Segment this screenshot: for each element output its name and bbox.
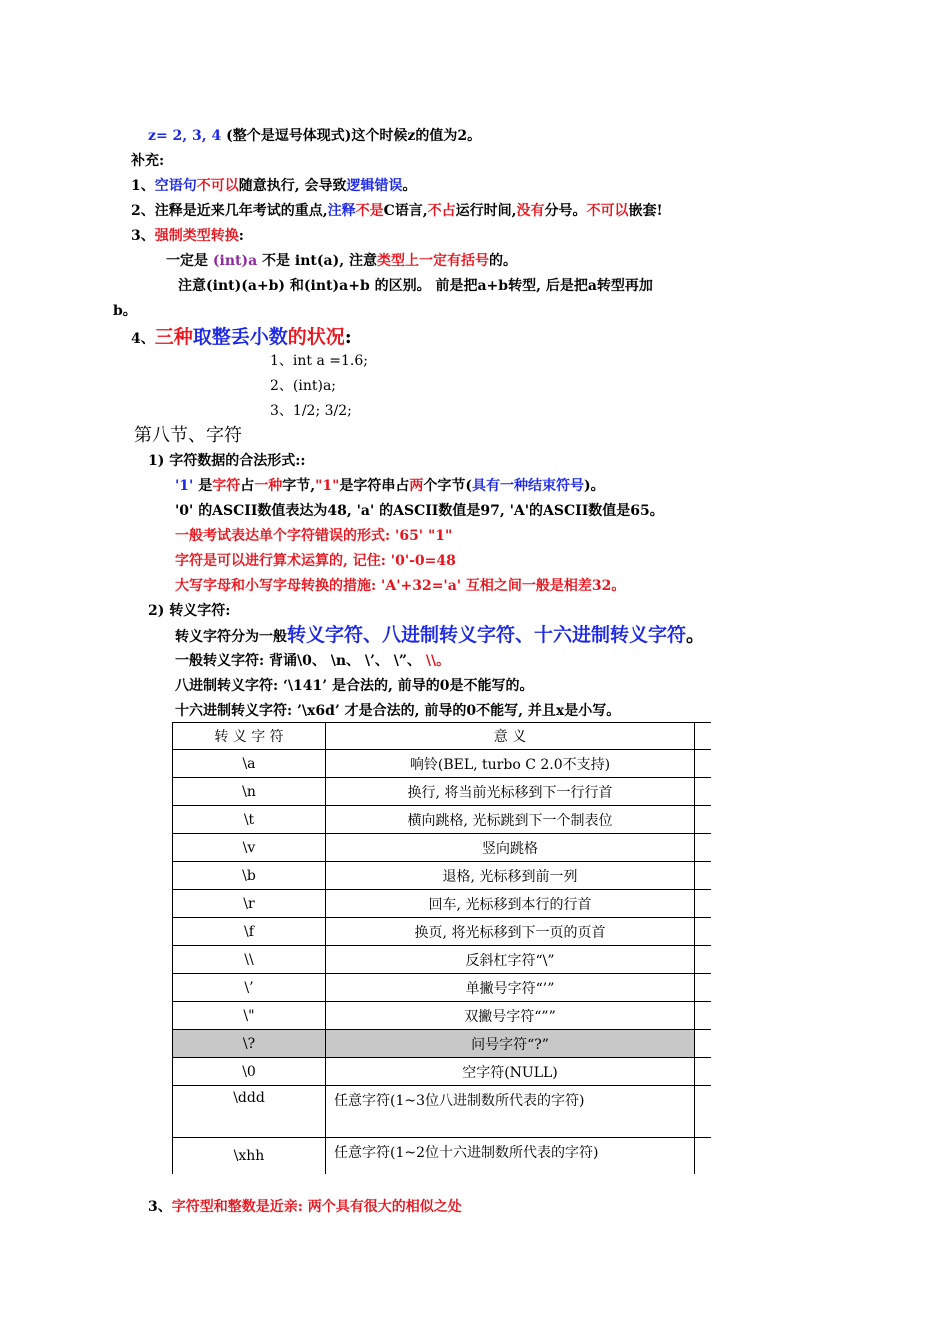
ascii-line: '0' 的ASCII数值表达为48, 'a' 的ASCII数值是97, 'A'的ASCII数值是65。: [175, 503, 664, 519]
t: 没有: [516, 203, 545, 219]
t: 是字符串占: [339, 478, 410, 494]
t: 一般转义字符: 背诵\0、 \n、 \’、 \”、: [175, 653, 426, 669]
table-row: [173, 974, 712, 1002]
t: :: [238, 228, 244, 244]
t: 是: [193, 478, 213, 494]
table-header: [173, 723, 712, 750]
expr-text: z= 2, 3, 4: [148, 128, 222, 144]
table-cell: [695, 946, 712, 974]
t: 1、: [131, 178, 155, 194]
t: "1": [315, 478, 340, 494]
table-cell: [695, 918, 712, 946]
t: 转义字符、八进制转义字符、十六进制转义字符: [287, 624, 687, 646]
t: 不可以: [196, 178, 239, 194]
table-row: [173, 1086, 712, 1138]
wrong-form-line: 一般考试表达单个字符错误的形式: '65' "1": [175, 528, 453, 544]
t: '1': [175, 478, 194, 494]
header-meaning: 意 义: [326, 723, 695, 750]
t: 嵌套!: [628, 203, 663, 219]
escape-cell: \xhh: [173, 1138, 326, 1174]
t: C语言,: [383, 203, 428, 219]
arith-line: 字符是可以进行算术运算的, 记住: '0'-0=48: [175, 553, 456, 569]
t: 。: [686, 624, 706, 646]
subsection-2: 2) 转义字符:: [148, 603, 231, 619]
escape-table: [172, 722, 711, 1174]
meaning-cell: 单撇号字符“’”: [326, 974, 695, 1002]
section-title: 第八节、字符: [134, 425, 242, 446]
t: 的状况: [287, 326, 345, 348]
table-cell: [695, 1058, 712, 1086]
header-escape: 转 义 字 符: [173, 723, 326, 750]
table-row: [173, 946, 712, 974]
t: 。: [436, 653, 451, 669]
note-3: [131, 226, 244, 246]
cast-note-cont: b。: [113, 303, 137, 319]
table-cell: [695, 806, 712, 834]
hex-escape-line: 十六进制转义字符: ’\x6d’ 才是合法的, 前导的0不能写, 并且x是小写。: [175, 703, 621, 719]
table-cell: [695, 1138, 712, 1174]
t: 不是 int(a), 注意: [257, 253, 377, 269]
meaning-cell: 反斜杠字符“\”: [326, 946, 695, 974]
t: 逻辑错误: [346, 178, 403, 194]
meaning-cell: 响铃(BEL, turbo C 2.0不支持): [326, 750, 695, 778]
meaning-cell: 退格, 光标移到前一列: [326, 862, 695, 890]
t: 强制类型转换: [154, 228, 239, 244]
t: 空语句: [154, 178, 197, 194]
meaning-cell: 竖向跳格: [326, 834, 695, 862]
t: 分号。: [544, 203, 587, 219]
t: 一种: [254, 478, 283, 494]
case-2: 2、(int)a;: [270, 378, 337, 394]
meaning-cell: 任意字符(1~2位十六进制数所代表的字符): [326, 1138, 695, 1174]
t: 3、: [131, 228, 155, 244]
t: )。: [584, 478, 605, 494]
table-row: [173, 834, 712, 862]
t: 两: [409, 478, 424, 494]
table-row: [173, 1138, 712, 1174]
table-row: [173, 778, 712, 806]
meaning-cell: 双撇号字符“””: [326, 1002, 695, 1030]
t: :: [344, 326, 352, 348]
t: 一定是: [166, 253, 213, 269]
escape-cell: \ddd: [173, 1086, 326, 1138]
t: 3、: [148, 1199, 172, 1215]
table-cell: [695, 1086, 712, 1138]
subsection-1: 1) 字符数据的合法形式::: [148, 453, 306, 469]
t: 个字节(: [423, 478, 473, 494]
t: 取整丢小数: [192, 326, 288, 348]
comma-expression-line: [148, 126, 481, 146]
table-row: [173, 1058, 712, 1086]
t: 的。: [488, 253, 517, 269]
t: 2、注释是近来几年考试的重点,: [131, 203, 328, 219]
t: 4、: [131, 331, 155, 347]
t: 运行时间,: [455, 203, 517, 219]
general-escape-line: [175, 651, 450, 671]
table-row: [173, 918, 712, 946]
note-2: [131, 201, 663, 221]
note-4: [131, 325, 352, 351]
t: 三种: [154, 326, 193, 348]
escape-cell: \v: [173, 834, 326, 862]
meaning-cell: 问号字符“?”: [326, 1030, 695, 1058]
supplement-label: 补充:: [131, 153, 165, 169]
escape-cell: \0: [173, 1058, 326, 1086]
case-3: 3、1/2; 3/2;: [270, 403, 352, 419]
octal-escape-line: 八进制转义字符: ‘\141’ 是合法的, 前导的0是不能写的。: [175, 678, 534, 694]
table-cell: [695, 834, 712, 862]
expr-note: (整个是逗号体现式)这个时候z的值为2。: [221, 128, 482, 144]
t: 具有一种结束符号: [472, 478, 585, 494]
escape-cell: \r: [173, 890, 326, 918]
table-cell: [695, 750, 712, 778]
table-row-highlighted: [173, 1030, 712, 1058]
table-cell: [695, 862, 712, 890]
escape-cell: \f: [173, 918, 326, 946]
t: 不可以: [586, 203, 629, 219]
t: 字节,: [282, 478, 316, 494]
meaning-cell: 换页, 将光标移到下一页的页首: [326, 918, 695, 946]
escape-cell: \’: [173, 974, 326, 1002]
table-cell: [695, 890, 712, 918]
meaning-cell: 空字符(NULL): [326, 1058, 695, 1086]
case-convert-line: 大写字母和小写字母转换的措施: 'A'+32='a' 互相之间一般是相差32。: [175, 578, 626, 594]
escape-cell: \t: [173, 806, 326, 834]
table-cell: [695, 1002, 712, 1030]
table-cell: [695, 974, 712, 1002]
meaning-cell: 回车, 光标移到本行的行首: [326, 890, 695, 918]
meaning-cell: 横向跳格, 光标跳到下一个制表位: [326, 806, 695, 834]
escape-types-line: [175, 623, 705, 649]
table-row: [173, 1002, 712, 1030]
t: \\: [425, 653, 437, 669]
char-size-line: [175, 476, 605, 496]
note-3-char-int: [148, 1197, 462, 1217]
cast-line: [166, 251, 517, 271]
meaning-cell: 任意字符(1~3位八进制数所代表的字符): [326, 1086, 695, 1138]
t: 不占: [427, 203, 456, 219]
escape-cell: \n: [173, 778, 326, 806]
table-cell: [695, 1030, 712, 1058]
escape-cell: \\: [173, 946, 326, 974]
table-row: [173, 862, 712, 890]
t: 占: [240, 478, 255, 494]
escape-cell: \b: [173, 862, 326, 890]
case-1: 1、int a =1.6;: [270, 353, 368, 369]
meaning-cell: 换行, 将当前光标移到下一行行首: [326, 778, 695, 806]
table-cell: [695, 723, 712, 750]
t: 随意执行, 会导致: [238, 178, 347, 194]
t: 注释: [327, 203, 356, 219]
cast-note: 注意(int)(a+b) 和(int)a+b 的区别。 前是把a+b转型, 后是把a转型再加: [178, 278, 653, 294]
table-cell: [695, 778, 712, 806]
t: 字符型和整数是近亲: 两个具有很大的相似之处: [171, 1199, 462, 1215]
escape-cell: \a: [173, 750, 326, 778]
escape-cell: \?: [173, 1030, 326, 1058]
table-row: [173, 890, 712, 918]
table-row: [173, 806, 712, 834]
t: 不是: [355, 203, 384, 219]
t: 转义字符分为一般: [175, 629, 287, 645]
table-row: [173, 750, 712, 778]
t: (int)a: [212, 253, 258, 269]
t: 。: [402, 178, 417, 194]
escape-cell: \": [173, 1002, 326, 1030]
t: 字符: [212, 478, 241, 494]
note-1: [131, 176, 417, 196]
t: 类型上一定有括号: [376, 253, 489, 269]
